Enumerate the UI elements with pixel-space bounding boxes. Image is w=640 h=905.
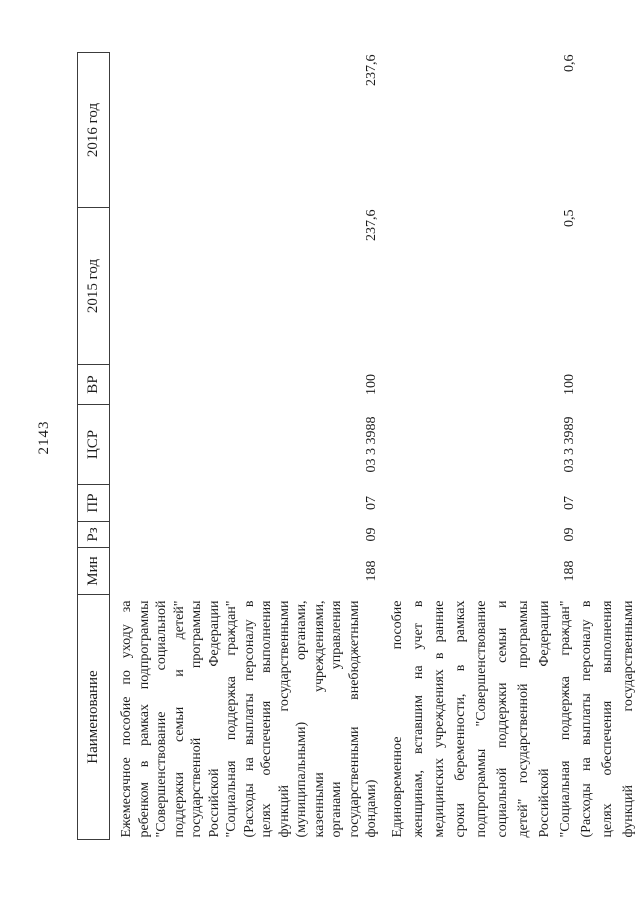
name-line: казенными учреждениями, bbox=[311, 600, 327, 838]
header-row bbox=[78, 53, 110, 840]
page-number: 2143 bbox=[36, 420, 52, 455]
name-line: "Совершенствование социальной bbox=[154, 600, 169, 838]
cell-pr: 07 bbox=[364, 496, 379, 510]
name-line: медицинских учреждениях в ранние bbox=[431, 600, 447, 838]
cell-vr: 100 bbox=[364, 374, 379, 395]
cell-pr: 07 bbox=[561, 496, 577, 510]
name-line: государственной программы bbox=[189, 600, 204, 838]
name-line: поддержки семьи и детей" bbox=[171, 600, 187, 838]
cell-y2015: 0,5 bbox=[561, 209, 577, 227]
col-header-name: Наименование bbox=[78, 595, 110, 840]
cell-name bbox=[381, 595, 639, 840]
budget-appropriations-table bbox=[77, 52, 639, 840]
name-line: сроки беременности, в рамках bbox=[452, 600, 468, 838]
col-header-rz: Рз bbox=[78, 522, 110, 548]
name-line: Российской Федерации bbox=[536, 600, 552, 838]
name-line: "Социальная поддержка граждан" bbox=[557, 600, 573, 838]
cell-y2015: 237,6 bbox=[364, 209, 379, 241]
name-line: социальной поддержки семьи и bbox=[494, 600, 510, 838]
table-row bbox=[110, 53, 381, 840]
name-line: Ежемесячное пособие по уходу за bbox=[119, 600, 134, 838]
name-line: (Расходы на выплаты персоналу в bbox=[578, 600, 594, 838]
name-line: функций государственными bbox=[620, 600, 636, 838]
name-line: (муниципальными) органами, bbox=[294, 600, 309, 838]
cell-csr: 03 3 3988 bbox=[364, 416, 379, 473]
cell-rz: 09 bbox=[364, 527, 379, 542]
name-line: целях обеспечения выполнения bbox=[599, 600, 615, 838]
col-header-2015: 2015 год bbox=[78, 208, 110, 365]
name-line: функций государственными bbox=[276, 600, 292, 838]
col-header-csr: ЦСР bbox=[78, 405, 110, 485]
name-line: детей" государственной программы bbox=[515, 600, 531, 838]
table-row bbox=[381, 53, 639, 840]
name-line: (Расходы на выплаты персоналу в bbox=[241, 600, 257, 838]
col-header-vr: ВР bbox=[78, 365, 110, 405]
name-line: ребенком в рамках подпрограммы bbox=[136, 600, 152, 838]
name-line: Единовременное пособие bbox=[389, 600, 405, 838]
name-line: государственными внебюджетными bbox=[346, 600, 362, 838]
cell-name bbox=[110, 595, 381, 840]
cell-min: 188 bbox=[561, 560, 577, 582]
name-line: женщинам, вставшим на учет в bbox=[410, 600, 426, 838]
table-header bbox=[78, 53, 110, 840]
name-line: фондами) bbox=[364, 779, 379, 838]
name-line: целях обеспечения выполнения bbox=[259, 600, 274, 838]
cell-vr: 100 bbox=[561, 374, 577, 395]
col-header-2016: 2016 год bbox=[78, 53, 110, 208]
name-line: органами управления bbox=[329, 600, 344, 838]
cell-y2016: 0,6 bbox=[561, 54, 577, 72]
name-line: подпрограммы "Совершенствование bbox=[473, 600, 489, 838]
col-header-min: Мин bbox=[78, 548, 110, 595]
cell-y2016: 237,6 bbox=[364, 54, 379, 86]
col-header-pr: ПР bbox=[78, 485, 110, 522]
cell-min: 188 bbox=[364, 560, 379, 582]
name-line: Российской Федерации bbox=[206, 600, 222, 838]
cell-rz: 09 bbox=[561, 527, 577, 542]
name-line: "Социальная поддержка граждан" bbox=[224, 600, 239, 838]
table-body bbox=[110, 53, 639, 840]
cell-csr: 03 3 3989 bbox=[561, 416, 577, 473]
